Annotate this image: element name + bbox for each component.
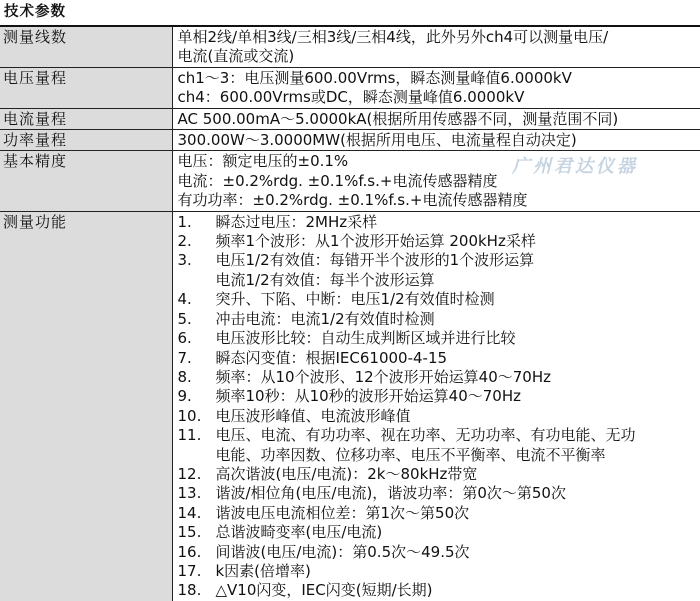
function-text: 谐波/相位角(电压/电流)，谐波功率：第0次～第50次 bbox=[215, 484, 566, 503]
function-text: 频率：从10个波形、12个波形开始运算40～70Hz bbox=[215, 367, 552, 386]
function-item bbox=[178, 484, 699, 503]
function-number: 4. bbox=[177, 290, 192, 309]
function-item bbox=[178, 349, 699, 368]
function-text: 电压1/2有效值：每错开半个波形的1个波形运算 bbox=[215, 251, 535, 270]
value-line: 电流(直流或交流) bbox=[177, 47, 295, 66]
spec-table bbox=[0, 25, 700, 601]
function-number: 6. bbox=[177, 329, 192, 348]
row-value bbox=[172, 130, 700, 151]
function-text: 突升、下陷、中断：电压1/2有效值时检测 bbox=[215, 290, 495, 309]
function-text: △V10闪变，IEC闪变(短期/长期) bbox=[215, 581, 433, 600]
row-value bbox=[172, 26, 700, 67]
function-text: 高次谐波(电压/电流)：2k～80kHz带宽 bbox=[215, 464, 478, 483]
function-number: 12. bbox=[177, 464, 202, 483]
function-item bbox=[178, 465, 699, 484]
function-item bbox=[178, 290, 699, 309]
row-label: 测量线数 bbox=[0, 26, 172, 67]
function-text: 间谐波(电压/电流)：第0.5次～49.5次 bbox=[215, 542, 470, 561]
row-label: 测量功能 bbox=[0, 211, 172, 601]
function-text: 冲击电流：电流1/2有效值时检测 bbox=[215, 309, 435, 328]
function-number: 7. bbox=[177, 348, 192, 367]
function-number: 13. bbox=[177, 484, 202, 503]
function-item bbox=[178, 523, 699, 542]
value-line: 电流：±0.2%rdg. ±0.1%f.s.+电流传感器精度 bbox=[177, 171, 498, 190]
function-item bbox=[178, 504, 699, 523]
spec-row-power-range bbox=[0, 130, 700, 151]
function-text: 电压、电流、有功功率、视在功率、无功功率、有功电能、无功 bbox=[215, 426, 636, 445]
function-text: 瞬态过电压：2MHz采样 bbox=[215, 212, 378, 231]
value-line: ch1～3：电压测量600.00Vrms，瞬态测量峰值6.0000kV bbox=[177, 68, 572, 87]
function-number: 11. bbox=[177, 426, 202, 445]
function-text: 总谐波畸变率(电压/电流) bbox=[215, 523, 383, 542]
function-number: 5. bbox=[177, 309, 192, 328]
row-label: 电压量程 bbox=[0, 67, 172, 108]
function-item bbox=[178, 562, 699, 581]
function-number: 14. bbox=[177, 503, 202, 522]
row-value bbox=[172, 108, 700, 129]
function-item bbox=[178, 368, 699, 387]
function-text: 瞬态闪变值：根据IEC61000-4-15 bbox=[215, 348, 448, 367]
function-number: 16. bbox=[177, 542, 202, 561]
spec-row-current-range bbox=[0, 108, 700, 129]
function-list bbox=[172, 211, 700, 601]
function-item bbox=[178, 407, 699, 426]
function-number: 15. bbox=[177, 523, 202, 542]
function-text: 谐波电压电流相位差：第1次～第50次 bbox=[215, 503, 470, 522]
function-item bbox=[178, 543, 699, 562]
function-number: 1. bbox=[177, 212, 192, 231]
function-number: 2. bbox=[177, 232, 192, 251]
row-label: 基本精度 bbox=[0, 151, 172, 211]
value-line: 单相2线/单相3线/三相3线/三相4线，此外另外ch4可以测量电压/ bbox=[177, 28, 609, 46]
function-item bbox=[178, 213, 699, 232]
function-number: 17. bbox=[177, 561, 202, 580]
function-text: 频率1个波形：从1个波形开始运算 200kHz采样 bbox=[215, 232, 536, 251]
function-number: 9. bbox=[177, 387, 192, 406]
watermark: 广州君达仪器 bbox=[512, 156, 638, 177]
function-text: 电流1/2有效值：每半个波形运算 bbox=[215, 270, 435, 289]
row-label: 功率量程 bbox=[0, 130, 172, 151]
spec-row-functions bbox=[0, 211, 700, 601]
value-line: 300.00W～3.0000MW(根据所用电压、电流量程自动决定) bbox=[177, 131, 577, 150]
function-text: k因素(倍增率) bbox=[215, 561, 311, 580]
function-item bbox=[178, 581, 699, 600]
value-line: ch4：600.00Vrms或DC，瞬态测量峰值6.0000kV bbox=[177, 88, 525, 107]
function-number: 3. bbox=[177, 251, 192, 270]
function-item bbox=[178, 232, 699, 251]
function-text: 电压波形比较：自动生成判断区域并进行比较 bbox=[215, 329, 516, 348]
row-value bbox=[172, 67, 700, 108]
spec-row-voltage-range bbox=[0, 67, 700, 108]
function-text: 电压波形峰值、电流波形峰值 bbox=[215, 406, 411, 425]
function-item bbox=[178, 387, 699, 406]
function-item bbox=[178, 310, 699, 329]
section-title: 技术参数 bbox=[4, 4, 66, 20]
spec-row-wiring bbox=[0, 26, 700, 67]
function-text: 电能、功率因数、位移功率、电压不平衡率、电流不平衡率 bbox=[215, 445, 606, 464]
function-number: 8. bbox=[177, 367, 192, 386]
function-item bbox=[178, 329, 699, 348]
value-line: 有功功率：±0.2%rdg. ±0.1%f.s.+电流传感器精度 bbox=[177, 191, 528, 210]
value-line: AC 500.00mA～5.0000kA(根据所用传感器不同，测量范围不同) bbox=[177, 109, 619, 128]
function-number: 10. bbox=[177, 406, 202, 425]
function-item bbox=[178, 251, 699, 290]
row-label: 电流量程 bbox=[0, 108, 172, 129]
function-number: 18. bbox=[177, 581, 202, 600]
value-line: 电压：额定电压的±0.1% bbox=[177, 152, 349, 171]
function-text: 频率10秒：从10秒的波形开始运算40～70Hz bbox=[215, 387, 522, 406]
function-item bbox=[178, 426, 699, 465]
